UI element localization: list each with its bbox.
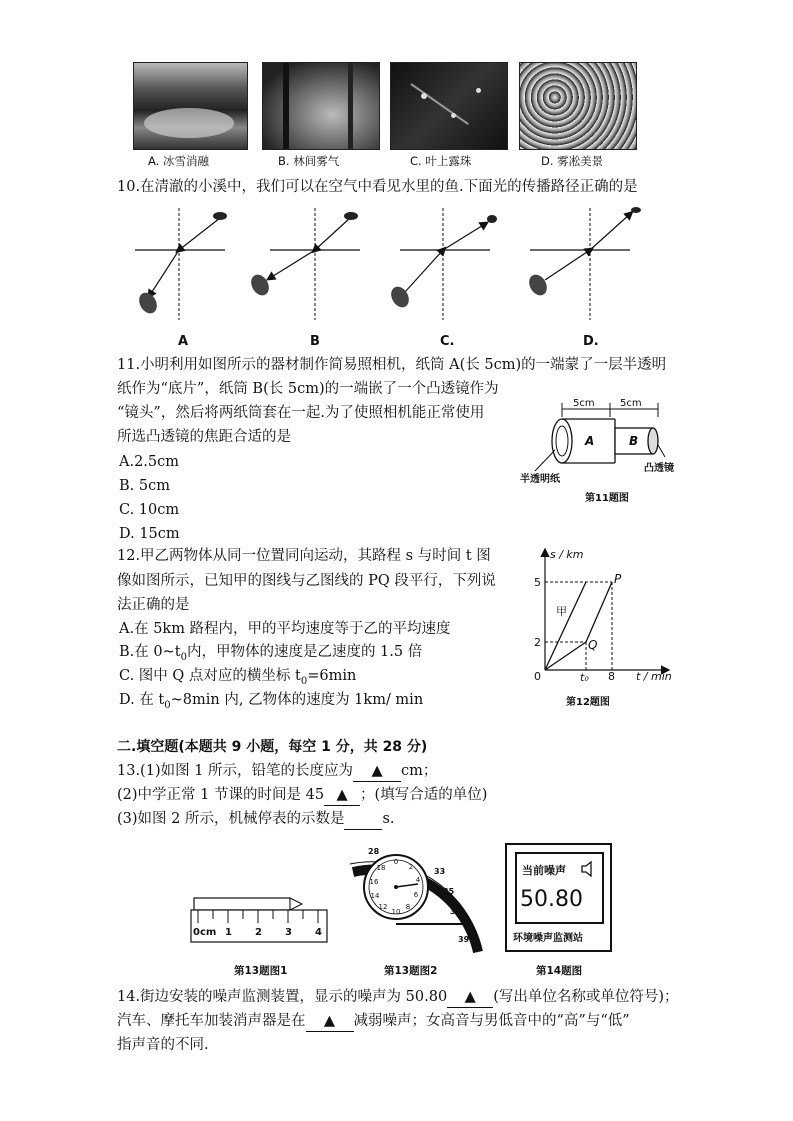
q11-option-b: B. 5cm [119, 478, 170, 494]
q13-fig2-caption: 第13题图2 [384, 965, 438, 977]
svg-text:16: 16 [369, 878, 379, 886]
q11-dim-a: 5cm [573, 398, 595, 409]
q13-line-1: 13.(1)如图 1 所示，铅笔的长度应为 ▲ cm； [117, 761, 437, 782]
ruler-tick-3: 3 [285, 927, 292, 938]
q10-stem: 10.在清澈的小溪中，我们可以在空气中看见水里的鱼.下面光的传播路径正确的是 [117, 179, 638, 195]
svg-text:28: 28 [368, 847, 380, 856]
svg-text:35: 35 [443, 887, 455, 896]
q13-blank-1[interactable]: ▲ [353, 761, 401, 782]
q10-label-d: D. [583, 334, 599, 349]
q9-option-b: B. 林间雾气 [278, 154, 340, 168]
q11-line-3: “镜头”，然后将两纸筒套在一起.为了使照相机能正常使用 [117, 405, 485, 421]
q10-label-a: A [178, 334, 189, 349]
svg-text:0: 0 [393, 858, 399, 866]
q12-point-p: P [614, 572, 622, 586]
q10-diagram-b [248, 208, 360, 320]
q11-tube-a-label: A [585, 434, 595, 448]
speaker-icon [580, 861, 596, 877]
q11-caption: 第11题图 [585, 493, 629, 504]
q9-option-d: D. 雾凇美景 [541, 154, 604, 168]
q14-blank-2[interactable]: ▲ [306, 1011, 354, 1032]
q11-line-1: 11.小明利用如图所示的器材制作简易照相机，纸筒 A(长 5cm)的一端蒙了一层半透明 [117, 357, 667, 373]
svg-text:4: 4 [415, 876, 421, 884]
ruler-tick-4: 4 [315, 927, 322, 938]
q13-line-2: (2)中学正常 1 节课的时间是 45 ▲ ；(填写合适的单位) [117, 785, 487, 806]
monitor-value: 50.80 [520, 887, 583, 912]
q12-graph [528, 545, 678, 680]
q12-line-3: 法正确的是 [117, 597, 190, 613]
monitor-footer: 环境噪声监测站 [513, 933, 583, 944]
q11-option-c: C. 10cm [119, 502, 180, 518]
photo-leaf-dew [390, 62, 508, 150]
svg-text:39: 39 [458, 935, 470, 944]
q12-option-a: A.在 5km 路程内，甲的平均速度等于乙的平均速度 [119, 621, 451, 637]
svg-text:14: 14 [370, 892, 380, 900]
q10-diagram-d [526, 207, 641, 320]
q11-line-4: 所选凸透镜的焦距合适的是 [117, 429, 291, 445]
q10-diagram-c [388, 208, 497, 320]
q10-label-c: C. [440, 334, 455, 349]
q9-option-c: C. 叶上露珠 [410, 154, 472, 168]
q12-line-1: 12.甲乙两物体从同一位置同向运动，其路程 s 与时间 t 图 [117, 548, 491, 564]
section-2-heading: 二.填空题(本题共 9 小题，每空 1 分，共 28 分) [117, 739, 428, 755]
q9-option-a: A. 冰雪消融 [148, 154, 209, 168]
q12-y-axis-label: s / km [550, 548, 584, 561]
q11-label-lens: 凸透镜 [644, 463, 674, 474]
q12-x8: 8 [608, 670, 615, 683]
monitor-title: 当前噪声 [522, 864, 566, 877]
q12-y2: 2 [534, 636, 541, 649]
q12-line-2: 像如图所示，已知甲的图线与乙图线的 PQ 段平行，下列说 [117, 573, 496, 589]
q12-option-c: C. 图中 Q 点对应的横坐标 $t_0=6\min$ [119, 668, 357, 687]
ruler-tick-0: 0cm [193, 927, 217, 938]
photo-ice-melting [133, 62, 248, 150]
q11-option-a: A.2.5cm [119, 454, 180, 470]
q12-option-d: D. 在 $t_0\sim 8\min$ 内, 乙物体的速度为 1km/ min [119, 692, 424, 711]
svg-text:37: 37 [450, 907, 462, 916]
q14-fig-caption: 第14题图 [536, 965, 583, 977]
q14-line-2: 汽车、摩托车加装消声器是在 ▲ 减弱噪声；女高音与男低音中的“高”与“低” [117, 1011, 630, 1032]
q12-option-b: B.在 $0\sim t_0$内，甲物体的速度是乙速度的 1.5 倍 [119, 644, 423, 663]
q11-option-d: D. 15cm [119, 526, 180, 542]
q12-y5: 5 [534, 576, 541, 589]
q10-diagrams [120, 200, 660, 335]
svg-text:10: 10 [391, 908, 401, 916]
ruler-tick-2: 2 [255, 927, 262, 938]
svg-text:12: 12 [378, 903, 388, 911]
q13-blank-2[interactable]: ▲ [324, 785, 360, 806]
q11-label-paper: 半透明纸 [520, 474, 560, 485]
q11-line-2: 纸作为“底片”，纸筒 B(长 5cm)的一端嵌了一个凸透镜作为 [117, 381, 499, 397]
q13-blank-3[interactable] [344, 809, 382, 830]
q13-fig1-caption: 第13题图1 [234, 965, 288, 977]
q13-line-3: (3)如图 2 所示，机械停表的示数是 s. [117, 809, 395, 830]
q11-tube-b-label: B [629, 434, 639, 448]
photo-forest-fog [262, 62, 380, 150]
q12-point-q: Q [588, 638, 598, 652]
svg-text:6: 6 [413, 891, 419, 899]
q10-diagram-a [135, 208, 227, 320]
svg-text:33: 33 [434, 867, 446, 876]
photo-rime [519, 62, 637, 150]
q13-stopwatch-figure [348, 842, 483, 954]
svg-text:8: 8 [405, 903, 411, 911]
q12-caption: 第12题图 [566, 697, 610, 708]
svg-text:2: 2 [408, 863, 414, 871]
noise-monitor [505, 843, 612, 952]
q12-origin: 0 [534, 670, 541, 683]
q11-dim-b: 5cm [620, 398, 642, 409]
q14-line-3: 指声音的不同. [117, 1037, 209, 1053]
svg-text:18: 18 [376, 864, 386, 872]
q10-label-b: B [310, 334, 320, 349]
ruler-tick-1: 1 [225, 927, 232, 938]
q12-x-axis-label: t / min [636, 670, 672, 683]
q14-blank-1[interactable]: ▲ [447, 987, 493, 1008]
q14-line-1: 14.街边安装的噪声监测装置，显示的噪声为 50.80 ▲ (写出单位名称或单位符号)； [117, 987, 679, 1008]
q12-jia-label: 甲 [556, 605, 567, 618]
q12-t0: t₀ [580, 671, 589, 684]
